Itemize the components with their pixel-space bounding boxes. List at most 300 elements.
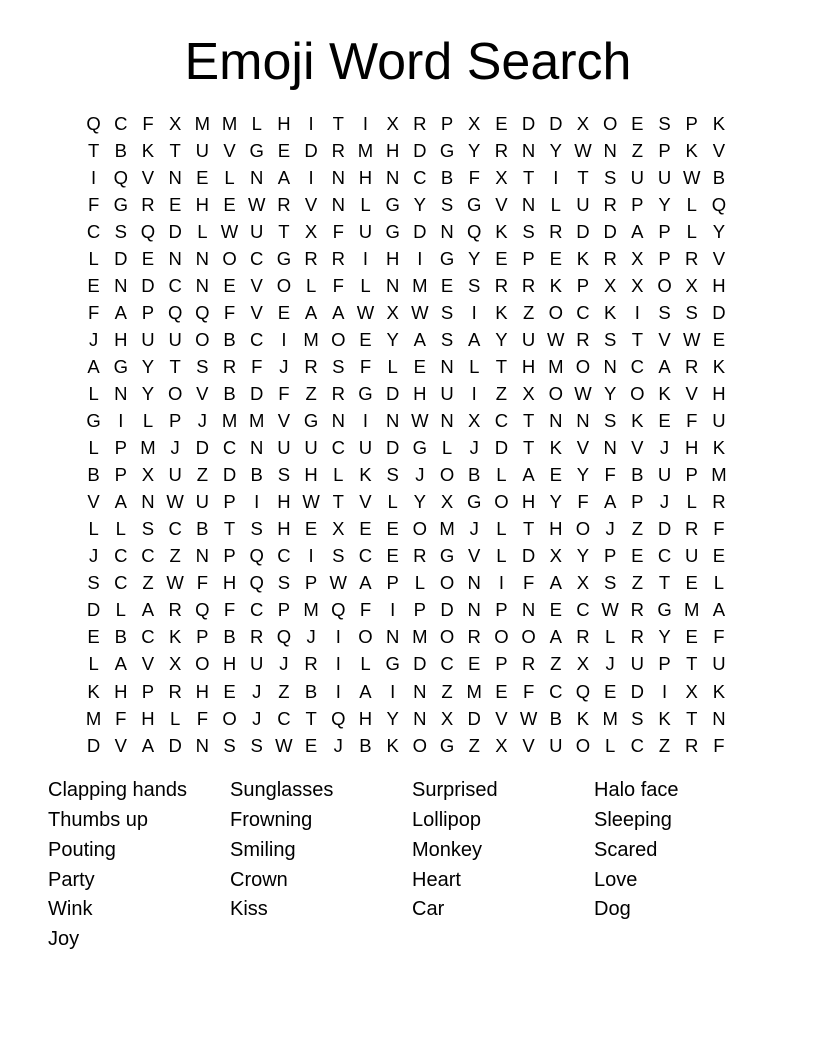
grid-cell[interactable]: R: [630, 599, 645, 621]
grid-cell[interactable]: I: [471, 382, 477, 404]
grid-cell[interactable]: L: [88, 653, 99, 675]
grid-cell[interactable]: G: [439, 734, 455, 756]
grid-cell[interactable]: C: [358, 545, 373, 567]
grid-cell[interactable]: D: [413, 653, 427, 675]
grid-cell[interactable]: B: [304, 680, 318, 702]
grid-cell[interactable]: U: [657, 166, 672, 188]
grid-cell[interactable]: L: [170, 707, 181, 729]
grid-cell[interactable]: D: [141, 274, 155, 296]
grid-cell[interactable]: H: [277, 491, 291, 513]
grid-cell[interactable]: V: [359, 491, 372, 513]
grid-cell[interactable]: N: [603, 139, 617, 161]
grid-cell[interactable]: E: [495, 247, 508, 269]
grid-cell[interactable]: I: [362, 410, 369, 432]
grid-cell[interactable]: K: [658, 382, 671, 404]
grid-cell[interactable]: P: [168, 410, 182, 432]
grid-cell[interactable]: C: [576, 301, 590, 323]
grid-cell[interactable]: U: [549, 734, 563, 756]
grid-cell[interactable]: N: [331, 193, 345, 215]
grid-cell[interactable]: Z: [169, 545, 181, 567]
grid-cell[interactable]: F: [359, 355, 372, 377]
grid-cell[interactable]: E: [359, 518, 372, 540]
grid-cell[interactable]: R: [331, 382, 345, 404]
grid-cell[interactable]: V: [631, 437, 644, 459]
grid-cell[interactable]: T: [169, 139, 181, 161]
grid-cell[interactable]: O: [439, 572, 455, 594]
grid-cell[interactable]: H: [385, 247, 400, 269]
grid-cell[interactable]: F: [223, 599, 236, 621]
grid-cell[interactable]: F: [713, 734, 725, 756]
grid-cell[interactable]: K: [576, 247, 590, 269]
grid-cell[interactable]: S: [603, 166, 617, 188]
grid-cell[interactable]: Y: [603, 382, 617, 404]
grid-cell[interactable]: L: [414, 572, 425, 594]
grid-cell[interactable]: N: [603, 355, 617, 377]
grid-cell[interactable]: E: [223, 274, 236, 296]
grid-cell[interactable]: M: [412, 274, 428, 296]
grid-cell[interactable]: T: [495, 355, 508, 377]
grid-cell[interactable]: G: [276, 247, 292, 269]
grid-cell[interactable]: C: [413, 166, 427, 188]
grid-cell[interactable]: P: [223, 491, 236, 513]
grid-cell[interactable]: E: [549, 247, 562, 269]
grid-cell[interactable]: U: [657, 464, 672, 486]
grid-cell[interactable]: D: [385, 382, 400, 404]
grid-cell[interactable]: E: [277, 301, 291, 323]
grid-cell[interactable]: C: [331, 437, 345, 459]
grid-cell[interactable]: V: [522, 734, 535, 756]
grid-cell[interactable]: P: [685, 112, 698, 134]
grid-cell[interactable]: P: [386, 572, 399, 594]
grid-cell[interactable]: X: [549, 545, 562, 567]
grid-cell[interactable]: Q: [276, 626, 292, 648]
grid-cell[interactable]: E: [304, 734, 318, 756]
grid-cell[interactable]: K: [576, 707, 590, 729]
grid-cell[interactable]: S: [440, 328, 454, 350]
grid-cell[interactable]: Q: [249, 572, 264, 594]
grid-cell[interactable]: O: [439, 626, 455, 648]
grid-cell[interactable]: A: [114, 653, 127, 675]
grid-cell[interactable]: U: [440, 382, 454, 404]
grid-cell[interactable]: L: [360, 274, 371, 296]
grid-cell[interactable]: D: [304, 139, 318, 161]
grid-cell[interactable]: W: [220, 220, 239, 242]
grid-cell[interactable]: J: [279, 355, 289, 377]
grid-cell[interactable]: T: [87, 139, 100, 161]
grid-cell[interactable]: P: [413, 599, 427, 621]
grid-cell[interactable]: Y: [658, 193, 671, 215]
grid-cell[interactable]: C: [114, 572, 128, 594]
grid-cell[interactable]: C: [250, 599, 264, 621]
grid-cell[interactable]: T: [278, 220, 290, 242]
grid-cell[interactable]: R: [222, 355, 237, 377]
grid-cell[interactable]: J: [333, 734, 343, 756]
grid-cell[interactable]: E: [386, 518, 399, 540]
grid-cell[interactable]: W: [411, 301, 429, 323]
grid-cell[interactable]: L: [387, 491, 398, 513]
grid-cell[interactable]: L: [333, 464, 344, 486]
grid-cell[interactable]: B: [223, 626, 236, 648]
grid-cell[interactable]: O: [575, 355, 591, 377]
grid-cell[interactable]: Z: [550, 653, 562, 675]
grid-cell[interactable]: F: [522, 572, 535, 594]
grid-cell[interactable]: C: [86, 220, 101, 242]
grid-cell[interactable]: R: [413, 545, 427, 567]
grid-cell[interactable]: W: [166, 572, 184, 594]
grid-cell[interactable]: O: [521, 626, 536, 648]
grid-cell[interactable]: Z: [495, 382, 508, 404]
grid-cell[interactable]: V: [87, 491, 100, 513]
grid-cell[interactable]: T: [223, 518, 236, 540]
grid-cell[interactable]: D: [114, 247, 128, 269]
grid-cell[interactable]: M: [221, 410, 238, 432]
grid-cell[interactable]: Z: [441, 680, 453, 702]
grid-cell[interactable]: G: [385, 653, 400, 675]
grid-cell[interactable]: F: [87, 301, 100, 323]
grid-cell[interactable]: T: [686, 653, 698, 675]
grid-cell[interactable]: Q: [331, 599, 346, 621]
grid-cell[interactable]: V: [468, 545, 481, 567]
grid-cell[interactable]: V: [658, 328, 671, 350]
grid-cell[interactable]: J: [659, 437, 670, 459]
grid-cell[interactable]: G: [113, 193, 128, 215]
grid-cell[interactable]: T: [577, 166, 589, 188]
grid-cell[interactable]: N: [331, 166, 345, 188]
grid-cell[interactable]: E: [549, 464, 562, 486]
grid-cell[interactable]: O: [222, 247, 237, 269]
grid-cell[interactable]: J: [279, 653, 289, 675]
grid-cell[interactable]: D: [413, 220, 427, 242]
grid-cell[interactable]: N: [413, 707, 427, 729]
grid-cell[interactable]: O: [412, 518, 428, 540]
grid-cell[interactable]: I: [390, 599, 396, 621]
grid-cell[interactable]: E: [87, 626, 100, 648]
grid-cell[interactable]: I: [498, 572, 504, 594]
grid-cell[interactable]: L: [686, 193, 697, 215]
grid-cell[interactable]: Z: [468, 734, 480, 756]
grid-cell[interactable]: U: [685, 545, 699, 567]
grid-cell[interactable]: C: [549, 680, 563, 702]
grid-cell[interactable]: H: [712, 274, 726, 296]
grid-cell[interactable]: G: [439, 139, 455, 161]
grid-cell[interactable]: O: [548, 301, 563, 323]
grid-cell[interactable]: K: [386, 734, 399, 756]
grid-cell[interactable]: P: [304, 572, 318, 594]
grid-cell[interactable]: W: [247, 193, 266, 215]
grid-cell[interactable]: F: [713, 518, 725, 540]
grid-cell[interactable]: S: [440, 193, 454, 215]
grid-cell[interactable]: R: [467, 626, 481, 648]
grid-cell[interactable]: B: [223, 382, 236, 404]
grid-cell[interactable]: E: [304, 518, 318, 540]
grid-cell[interactable]: L: [88, 437, 99, 459]
grid-cell[interactable]: N: [712, 707, 726, 729]
grid-cell[interactable]: N: [603, 437, 617, 459]
grid-cell[interactable]: N: [521, 599, 536, 621]
grid-cell[interactable]: P: [114, 437, 127, 459]
grid-cell[interactable]: N: [250, 166, 264, 188]
grid-cell[interactable]: N: [521, 193, 536, 215]
grid-cell[interactable]: U: [277, 437, 291, 459]
grid-cell[interactable]: W: [166, 491, 184, 513]
grid-cell[interactable]: I: [634, 301, 640, 323]
grid-cell[interactable]: S: [196, 355, 209, 377]
grid-cell[interactable]: R: [168, 680, 182, 702]
grid-cell[interactable]: J: [252, 707, 262, 729]
grid-cell[interactable]: X: [168, 112, 182, 134]
grid-cell[interactable]: C: [114, 545, 128, 567]
grid-cell[interactable]: D: [385, 437, 400, 459]
grid-cell[interactable]: R: [576, 626, 590, 648]
grid-cell[interactable]: F: [223, 301, 236, 323]
grid-cell[interactable]: N: [440, 355, 454, 377]
grid-cell[interactable]: N: [195, 274, 210, 296]
grid-cell[interactable]: G: [385, 193, 400, 215]
grid-cell[interactable]: W: [682, 166, 701, 188]
grid-cell[interactable]: B: [223, 328, 236, 350]
grid-cell[interactable]: A: [522, 464, 535, 486]
grid-cell[interactable]: H: [358, 166, 373, 188]
grid-cell[interactable]: D: [521, 112, 536, 134]
grid-cell[interactable]: K: [359, 464, 372, 486]
grid-cell[interactable]: L: [387, 355, 398, 377]
grid-cell[interactable]: Y: [386, 707, 399, 729]
grid-cell[interactable]: A: [468, 328, 481, 350]
grid-cell[interactable]: Z: [522, 301, 535, 323]
grid-cell[interactable]: W: [356, 301, 375, 323]
grid-cell[interactable]: I: [308, 545, 314, 567]
grid-cell[interactable]: T: [332, 491, 344, 513]
grid-cell[interactable]: U: [576, 193, 590, 215]
grid-cell[interactable]: R: [413, 112, 427, 134]
grid-cell[interactable]: P: [685, 464, 698, 486]
grid-cell[interactable]: E: [168, 193, 182, 215]
grid-cell[interactable]: S: [114, 220, 127, 242]
grid-cell[interactable]: L: [88, 518, 99, 540]
grid-cell[interactable]: E: [141, 247, 155, 269]
grid-cell[interactable]: P: [141, 301, 155, 323]
grid-cell[interactable]: K: [712, 437, 726, 459]
grid-cell[interactable]: P: [576, 274, 590, 296]
grid-cell[interactable]: Y: [549, 491, 562, 513]
grid-cell[interactable]: D: [549, 112, 563, 134]
grid-cell[interactable]: K: [168, 626, 182, 648]
grid-cell[interactable]: U: [358, 437, 373, 459]
grid-cell[interactable]: E: [87, 274, 100, 296]
grid-cell[interactable]: T: [631, 328, 643, 350]
grid-cell[interactable]: J: [88, 328, 99, 350]
grid-cell[interactable]: M: [439, 518, 455, 540]
grid-cell[interactable]: F: [278, 382, 290, 404]
grid-cell[interactable]: B: [87, 464, 100, 486]
grid-cell[interactable]: T: [522, 437, 535, 459]
grid-cell[interactable]: G: [467, 491, 482, 513]
grid-cell[interactable]: U: [630, 653, 645, 675]
grid-cell[interactable]: S: [277, 464, 291, 486]
grid-cell[interactable]: R: [494, 274, 509, 296]
grid-cell[interactable]: N: [521, 139, 536, 161]
grid-cell[interactable]: T: [658, 572, 671, 594]
grid-cell[interactable]: K: [712, 680, 726, 702]
grid-cell[interactable]: M: [85, 707, 102, 729]
grid-cell[interactable]: N: [168, 247, 182, 269]
grid-cell[interactable]: T: [522, 518, 535, 540]
grid-cell[interactable]: Y: [468, 139, 481, 161]
grid-cell[interactable]: V: [114, 734, 127, 756]
grid-cell[interactable]: B: [114, 626, 127, 648]
grid-cell[interactable]: Z: [631, 572, 643, 594]
grid-cell[interactable]: T: [522, 166, 535, 188]
grid-cell[interactable]: L: [142, 410, 154, 432]
grid-cell[interactable]: L: [605, 626, 616, 648]
grid-cell[interactable]: J: [415, 464, 425, 486]
grid-cell[interactable]: F: [686, 410, 698, 432]
grid-cell[interactable]: M: [249, 410, 265, 432]
grid-cell[interactable]: E: [631, 112, 644, 134]
grid-cell[interactable]: W: [574, 382, 592, 404]
grid-cell[interactable]: U: [168, 328, 182, 350]
grid-cell[interactable]: A: [549, 572, 562, 594]
grid-cell[interactable]: A: [603, 491, 617, 513]
grid-cell[interactable]: S: [468, 274, 481, 296]
grid-cell[interactable]: R: [168, 599, 182, 621]
grid-cell[interactable]: R: [521, 274, 536, 296]
grid-cell[interactable]: U: [250, 653, 264, 675]
grid-cell[interactable]: O: [167, 382, 183, 404]
grid-cell[interactable]: P: [495, 653, 508, 675]
grid-cell[interactable]: H: [521, 355, 536, 377]
grid-cell[interactable]: C: [576, 599, 590, 621]
grid-cell[interactable]: F: [196, 572, 208, 594]
grid-cell[interactable]: A: [549, 626, 562, 648]
grid-cell[interactable]: V: [495, 193, 508, 215]
grid-cell[interactable]: S: [658, 112, 671, 134]
grid-cell[interactable]: T: [169, 355, 181, 377]
grid-cell[interactable]: X: [468, 410, 481, 432]
grid-cell[interactable]: P: [141, 680, 155, 702]
grid-cell[interactable]: U: [168, 464, 182, 486]
grid-cell[interactable]: Z: [196, 464, 208, 486]
grid-cell[interactable]: V: [712, 139, 726, 161]
grid-cell[interactable]: I: [308, 112, 314, 134]
grid-cell[interactable]: G: [385, 220, 400, 242]
grid-cell[interactable]: P: [631, 491, 644, 513]
grid-cell[interactable]: S: [332, 545, 345, 567]
grid-cell[interactable]: H: [685, 437, 699, 459]
grid-cell[interactable]: H: [358, 707, 373, 729]
grid-cell[interactable]: X: [576, 572, 590, 594]
grid-cell[interactable]: F: [577, 491, 589, 513]
grid-cell[interactable]: L: [496, 545, 507, 567]
grid-cell[interactable]: G: [439, 545, 455, 567]
grid-cell[interactable]: Q: [249, 545, 264, 567]
grid-cell[interactable]: P: [658, 653, 671, 675]
grid-cell[interactable]: X: [631, 247, 644, 269]
grid-cell[interactable]: N: [114, 382, 128, 404]
grid-cell[interactable]: Q: [167, 301, 183, 323]
grid-cell[interactable]: J: [252, 680, 262, 702]
grid-cell[interactable]: I: [281, 328, 287, 350]
grid-cell[interactable]: D: [440, 599, 454, 621]
grid-cell[interactable]: V: [141, 166, 155, 188]
grid-cell[interactable]: H: [114, 328, 128, 350]
grid-cell[interactable]: Q: [575, 680, 591, 702]
grid-cell[interactable]: O: [494, 491, 509, 513]
grid-cell[interactable]: B: [468, 464, 481, 486]
grid-cell[interactable]: P: [196, 626, 209, 648]
grid-cell[interactable]: S: [603, 328, 617, 350]
grid-cell[interactable]: O: [195, 653, 210, 675]
grid-cell[interactable]: E: [386, 545, 399, 567]
grid-cell[interactable]: K: [712, 112, 726, 134]
grid-cell[interactable]: A: [277, 166, 291, 188]
grid-cell[interactable]: Y: [576, 464, 590, 486]
grid-cell[interactable]: C: [114, 112, 128, 134]
grid-cell[interactable]: K: [495, 301, 508, 323]
grid-cell[interactable]: J: [170, 437, 180, 459]
grid-cell[interactable]: H: [549, 518, 563, 540]
grid-cell[interactable]: C: [494, 410, 509, 432]
grid-cell[interactable]: E: [712, 545, 726, 567]
grid-cell[interactable]: Q: [331, 707, 346, 729]
grid-cell[interactable]: Y: [468, 247, 481, 269]
grid-cell[interactable]: C: [222, 437, 237, 459]
grid-cell[interactable]: M: [684, 599, 700, 621]
grid-cell[interactable]: W: [682, 328, 701, 350]
grid-cell[interactable]: G: [467, 193, 482, 215]
grid-cell[interactable]: M: [412, 626, 428, 648]
grid-cell[interactable]: S: [277, 572, 291, 594]
grid-cell[interactable]: I: [661, 680, 668, 702]
grid-cell[interactable]: L: [605, 734, 616, 756]
grid-cell[interactable]: O: [657, 274, 672, 296]
grid-cell[interactable]: C: [440, 653, 454, 675]
grid-cell[interactable]: X: [603, 274, 617, 296]
grid-cell[interactable]: N: [385, 274, 400, 296]
grid-cell[interactable]: P: [223, 545, 236, 567]
grid-cell[interactable]: R: [549, 220, 563, 242]
grid-cell[interactable]: X: [631, 274, 644, 296]
grid-cell[interactable]: Z: [278, 680, 290, 702]
grid-cell[interactable]: M: [221, 112, 238, 134]
grid-cell[interactable]: I: [362, 247, 369, 269]
grid-cell[interactable]: L: [115, 599, 126, 621]
grid-cell[interactable]: Y: [495, 328, 508, 350]
grid-cell[interactable]: R: [685, 518, 699, 540]
grid-cell[interactable]: O: [358, 626, 373, 648]
grid-cell[interactable]: P: [658, 247, 671, 269]
grid-cell[interactable]: K: [549, 274, 562, 296]
grid-cell[interactable]: K: [603, 301, 617, 323]
grid-cell[interactable]: U: [521, 328, 536, 350]
grid-cell[interactable]: Z: [142, 572, 154, 594]
grid-cell[interactable]: P: [440, 112, 454, 134]
grid-cell[interactable]: H: [222, 572, 237, 594]
grid-cell[interactable]: A: [712, 599, 726, 621]
grid-cell[interactable]: G: [113, 355, 128, 377]
grid-cell[interactable]: A: [631, 220, 644, 242]
grid-cell[interactable]: R: [685, 247, 699, 269]
grid-cell[interactable]: L: [115, 518, 126, 540]
grid-cell[interactable]: G: [303, 410, 319, 432]
grid-cell[interactable]: L: [550, 193, 561, 215]
grid-cell[interactable]: L: [360, 193, 371, 215]
grid-cell[interactable]: P: [631, 193, 644, 215]
grid-cell[interactable]: V: [196, 382, 209, 404]
grid-cell[interactable]: X: [168, 653, 182, 675]
grid-cell[interactable]: Y: [549, 139, 562, 161]
grid-cell[interactable]: D: [413, 139, 427, 161]
